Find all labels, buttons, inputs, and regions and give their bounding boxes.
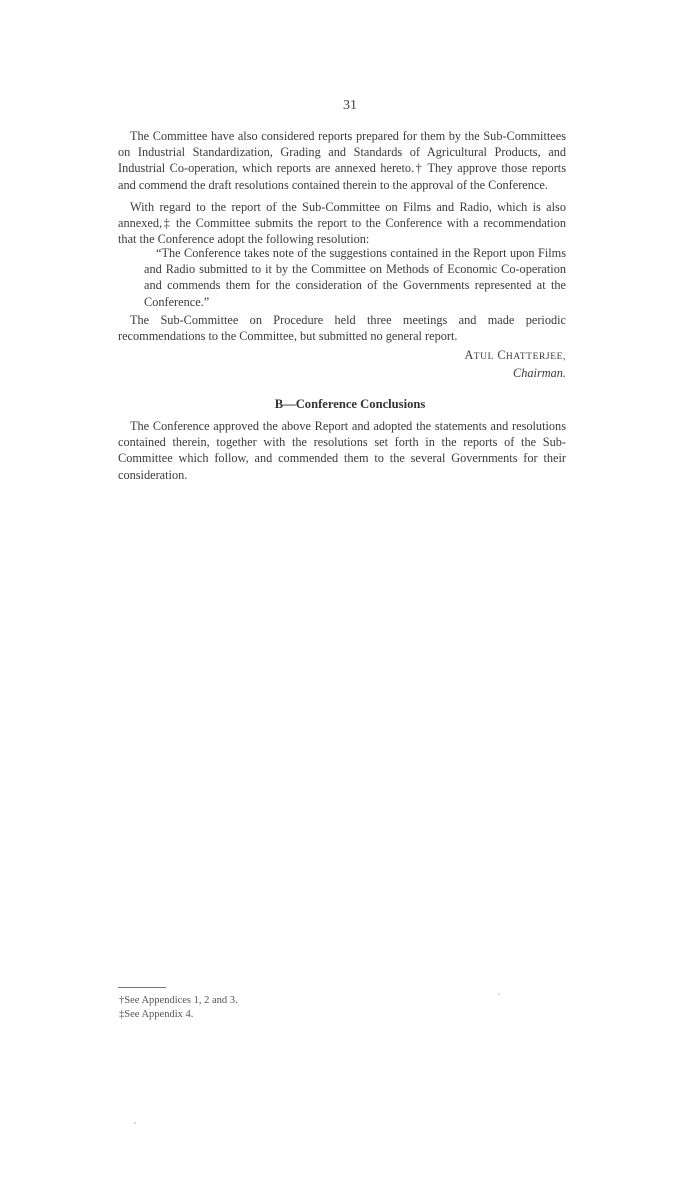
paragraph-films-radio: With regard to the report of the Sub-Committee on Films and Radio, which is also annexed,‡ the Committee submits the report to the Conference with a recommendation that the Conference adopt the following resolution: xyxy=(118,200,566,247)
signature-name xyxy=(465,348,566,363)
signature-last-initial: C xyxy=(497,348,506,362)
section-heading: B—Conference Conclusions xyxy=(274,397,426,411)
paragraph-conference-conclusions: The Conference approved the above Report and adopted the statements and resolutions contained therein, together with the resolutions set forth in the reports of the Sub-Committee which follow, and commended them to the several Governments for their consideration. xyxy=(118,419,566,482)
footnote-divider xyxy=(118,987,166,988)
paragraph-procedure: The Sub-Committee on Procedure held three meetings and made periodic recommendations to the Committee, but submitted no general report. xyxy=(118,313,566,344)
signature-first-rest: TUL xyxy=(473,352,495,362)
footnote-appendix-4: ‡See Appendix 4. xyxy=(119,1009,194,1020)
footnote-appendices: †See Appendices 1, 2 and 3. xyxy=(119,995,238,1006)
paragraph-committee-reports: The Committee have also considered reports prepared for them by the Sub-Committees on Industrial Standardization, Grading and Standards of Agricultural Products, and Industrial Co-operation, which reports are annexed hereto.† They approve those reports and commend the draft resolutions contained therein to the approval of the Conference. xyxy=(118,129,566,192)
scan-speck xyxy=(498,993,500,995)
signature-first-initial: A xyxy=(464,348,474,362)
scan-speck xyxy=(134,1122,136,1124)
quoted-resolution: “The Conference takes note of the suggestions contained in the Report upon Films and Radio submitted to it by the Committee on Methods of Economic Co-operation and commends them for the consideration of the Governments represented at the Conference.” xyxy=(144,246,566,309)
signature-last-rest: HATTERJEE, xyxy=(505,352,566,362)
signature-title: Chairman. xyxy=(513,366,566,380)
page-number: 31 xyxy=(343,98,357,113)
